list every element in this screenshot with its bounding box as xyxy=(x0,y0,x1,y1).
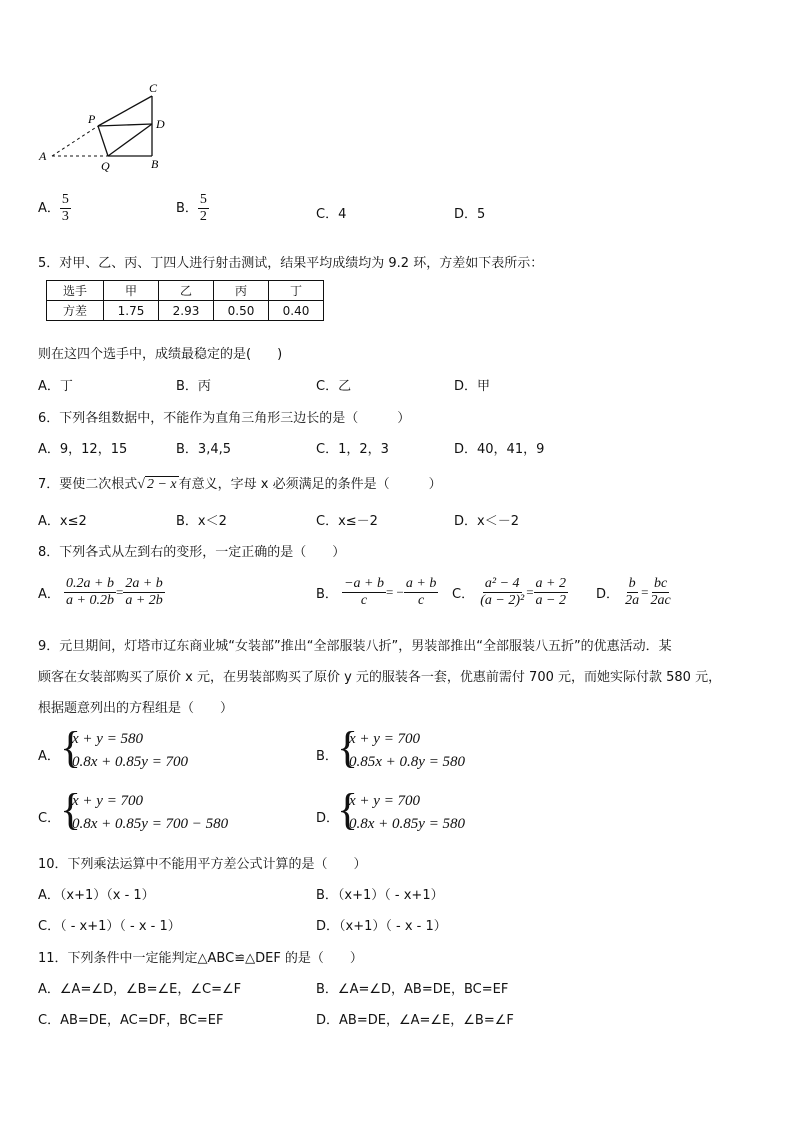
q10-option-a[interactable]: A．（x+1）（x - 1） xyxy=(38,888,155,903)
q6-option-d[interactable]: D．40，41，9 xyxy=(454,442,545,457)
q10-stem: 10．下列乘法运算中不能用平方差公式计算的是（ ） xyxy=(38,857,367,872)
q8-option-a[interactable]: A． $\frac{0.2a + b}{a + 0.2b}$ = $\frac{2a + b}{a + 2b}$ xyxy=(38,576,163,608)
q7-option-d[interactable]: D．x＜－2 xyxy=(454,514,519,529)
table-row: 方差 1.75 2.93 0.50 0.40 xyxy=(47,301,324,321)
brace-icon: { xyxy=(337,723,359,772)
q7-option-c[interactable]: C．x≤－2 xyxy=(316,514,378,529)
q6-option-a[interactable]: A．9，12，15 xyxy=(38,442,128,457)
q4-option-c[interactable]: C．4 xyxy=(316,207,347,222)
q10-option-c[interactable]: C．（ - x+1）（ - x - 1） xyxy=(38,919,181,934)
q5-option-a[interactable]: A．丁 xyxy=(38,379,73,394)
label-B: B xyxy=(151,157,159,171)
geometry-figure xyxy=(30,78,170,178)
table-row: 选手 甲 乙 丙 丁 xyxy=(47,281,324,301)
q10-option-b[interactable]: B．（x+1）（ - x+1） xyxy=(316,888,444,903)
q7-option-a[interactable]: A．x≤2 xyxy=(38,514,87,529)
q9-stem-line2: 顾客在女装部购买了原价 x 元，在男装部购买了原价 y 元的服装各一套，优惠前需付 700 元，而她实际付款 580 元， xyxy=(38,670,722,685)
brace-icon: { xyxy=(337,785,359,834)
q9-stem-line3: 根据题意列出的方程组是（ ） xyxy=(38,701,234,716)
brace-icon: { xyxy=(60,785,82,834)
q11-option-a[interactable]: A．∠A=∠D，∠B=∠E，∠C=∠F xyxy=(38,982,242,997)
q7-stem: 7．要使二次根式√ 2 − x 有意义，字母 x 必须满足的条件是（ ） xyxy=(38,477,442,492)
q5-stem: 5．对甲、乙、丙、丁四人进行射击测试，结果平均成绩均为 9.2 环，方差如下表所示： xyxy=(38,256,544,271)
label-Q: Q xyxy=(101,159,110,173)
segment-QD xyxy=(108,124,152,156)
q9-stem-line1: 9．元旦期间，灯塔市辽东商业城“女装部”推出“全部服装八折”，男装部推出“全部服装八五折”的优惠活动．某 xyxy=(38,639,672,654)
label-P: P xyxy=(88,112,96,126)
q8-stem: 8．下列各式从左到右的变形，一定正确的是（ ） xyxy=(38,545,346,560)
q11-stem: 11．下列条件中一定能判定△ABC≌△DEF 的是（ ） xyxy=(38,951,363,966)
q8-option-c[interactable]: C． $\frac{\text{a² − 4}}{\text{(a − 2)²}}$ = $\frac{a + 2}{a - 2}$ xyxy=(452,576,566,608)
q8-option-d[interactable]: D． $\frac{b}{2a}$ = $\frac{bc}{2ac}$ xyxy=(596,576,671,608)
q11-option-b[interactable]: B．∠A=∠D，AB=DE，BC=EF xyxy=(316,982,509,997)
q5-option-b[interactable]: B．丙 xyxy=(176,379,211,394)
q11-option-c[interactable]: C．AB=DE，AC=DF，BC=EF xyxy=(38,1013,224,1028)
label-D: D xyxy=(156,117,165,131)
segment-PD xyxy=(98,124,152,126)
q8-option-b[interactable]: B． $\frac{-a + b}{c}$ = − $\frac{a + b}{c}$ xyxy=(316,576,437,608)
q6-option-b[interactable]: B．3,4,5 xyxy=(176,442,231,457)
q5-option-c[interactable]: C．乙 xyxy=(316,379,352,394)
q6-option-c[interactable]: C．1，2，3 xyxy=(316,442,389,457)
q5-variance-table xyxy=(46,280,324,321)
segment-PC xyxy=(98,96,152,126)
segment-AP xyxy=(52,126,98,156)
q4-option-b[interactable]: B． $\frac{5}{2}$ xyxy=(176,192,207,224)
q5-option-d[interactable]: D．甲 xyxy=(454,379,491,394)
q7-option-b[interactable]: B．x＜2 xyxy=(176,514,227,529)
q4-option-a[interactable]: A． $\frac{5}{3}$ xyxy=(38,192,69,224)
q4-option-d[interactable]: D．5 xyxy=(454,207,486,222)
segment-PQ xyxy=(98,126,108,156)
brace-icon: { xyxy=(60,723,82,772)
q11-option-d[interactable]: D．AB=DE，∠A=∠E，∠B=∠F xyxy=(316,1013,514,1028)
q10-option-d[interactable]: D．（x+1）（ - x - 1） xyxy=(316,919,447,934)
q5-question: 则在这四个选手中，成绩最稳定的是( ) xyxy=(38,347,283,362)
sqrt-radical: √ 2 − x xyxy=(137,477,177,492)
label-A: A xyxy=(39,149,47,163)
q6-stem: 6．下列各组数据中，不能作为直角三角形三边长的是（ ） xyxy=(38,411,411,426)
label-C: C xyxy=(149,81,158,95)
